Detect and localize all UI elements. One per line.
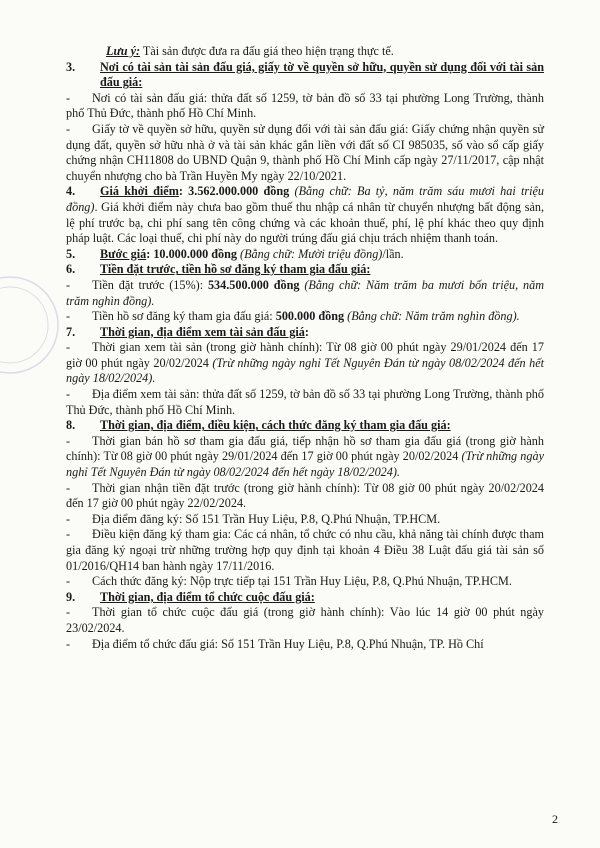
list-item: - Thời gian bán hồ sơ tham gia đấu giá, tiếp nhận hồ sơ tham gia đấu giá (trong giờ hành chính): Từ 08 giờ 00 phút ngày 29/01/2024 đến 17 giờ 00 phút ngày 20/02/2024 (Trừ những ngày nghỉ Tết Nguyên Đán từ ngày 08/02/2024 đến hết ngày 18/02/2024). <box>66 433 544 480</box>
starting-price-words: (Bằng chữ: Ba tỷ, năm trăm sáu mươi hai triệu đồng) <box>66 184 544 214</box>
list-item: - Điều kiện đăng ký tham gia: Các cá nhân, tổ chức có nhu cầu, khả năng tài chính được tham gia đăng ký ngoại trừ những trường hợp quy định tại khoản 4 Điều 38 Luật đấu giá tài sản số 01/2016/QH14 ban hành ngày 17/11/2016. <box>66 527 544 573</box>
section-title: Thời gian, địa điểm tổ chức cuộc đấu giá: <box>100 589 315 604</box>
bid-step: : 10.000.000 đồng <box>146 246 237 261</box>
list-item: - Tiền đặt trước (15%): 534.500.000 đồng (Bằng chữ: Năm trăm ba mươi bốn triệu, năm trăm nghìn đồng). <box>66 277 544 308</box>
stamp-mark-icon <box>0 230 66 420</box>
section-title: Giá khởi điểm <box>100 184 179 199</box>
section-7-heading: 7. Thời gian, địa điểm xem tài sản đấu giá: <box>66 324 309 339</box>
section-3-heading <box>66 60 544 91</box>
section-title: Thời gian, địa điểm, điều kiện, cách thức đăng ký tham gia đấu giá: <box>100 418 451 433</box>
section-title: Bước giá <box>100 246 147 261</box>
section-4-paragraph: 4. Giá khởi điểm: 3.562.000.000 đồng (Bằng chữ: Ba tỷ, năm trăm sáu mươi hai triệu đồng). Giá khởi điểm này chưa bao gồm thuế thu nhập cá nhân từ chuyển nhượng bất động sản, lệ phí trước bạ, chi phí sang tên công chứng và các khoản thuế, phí, lệ phí khác theo quy định pháp luật. Các loại thuế, chi phí này do người trúng đấu giá chịu trách nhiệm thanh toán. <box>66 184 544 246</box>
section-6-heading <box>66 262 544 278</box>
bid-step-words: (Bằng chữ: Mười triệu đồng) <box>236 246 383 261</box>
list-item: - Thời gian xem tài sản (trong giờ hành chính): Từ 08 giờ 00 phút ngày 29/01/2024 đến 17 giờ 00 phút ngày 20/02/2024 (Trừ những ngày nghỉ Tết Nguyên Đán từ ngày 08/02/2024 đến hết ngày 18/02/2024). <box>66 340 544 386</box>
list-item: - Thời gian tổ chức cuộc đấu giá (trong giờ hành chính): Vào lúc 14 giờ 00 phút ngày 23/02/2024. <box>66 605 544 635</box>
section-5-paragraph: 5. Bước giá: 10.000.000 đồng (Bằng chữ: Mười triệu đồng)/lần. <box>66 246 404 261</box>
section-title: Tiền đặt trước, tiền hồ sơ đăng ký tham gia đấu giá: <box>100 262 371 277</box>
list-item: - Thời gian nhận tiền đặt trước (trong giờ hành chính): Từ 08 giờ 00 phút ngày 20/02/2024 đến 17 giờ 00 phút ngày 22/02/2024. <box>66 480 544 511</box>
page-number: 2 <box>552 812 558 826</box>
note-text: Tài sản được đưa ra đấu giá theo hiện trạng thực tế. <box>140 44 394 58</box>
section-title: Nơi có tài sản tài sản đấu giá, giấy tờ về quyền sở hữu, quyền sử dụng đối với tài sản đấu giá: <box>100 59 544 90</box>
section-number: 9. <box>66 589 76 604</box>
note <box>66 44 544 60</box>
section-number: 3. <box>66 59 76 74</box>
section-title: Thời gian, địa điểm xem tài sản đấu giá <box>100 324 305 339</box>
list-item: - Địa điểm đăng ký: Số 151 Trần Huy Liệu, P.8, Q.Phú Nhuận, TP.HCM. <box>66 511 441 526</box>
list-item: - Địa điểm xem tài sản: thửa đất số 1259, tờ bản đồ số 33 tại phường Long Trường, thành phố Thủ Đức, thành phố Hồ Chí Minh. <box>66 387 544 417</box>
document-body <box>66 44 544 652</box>
list-item: - Giấy tờ về quyền sở hữu, quyền sử dụng đối với tài sản đấu giá: Giấy chứng nhận quyền sử dụng đất, quyền sở hữu nhà ở và tài sản khác gắn liền với đất số CI 985035, số vào sổ cấp giấy chứng nhận CH11808 do UBND Quận 9, thành phố Hồ Chí Minh cấp ngày 27/11/2017, cập nhật chuyển nhượng cho bà Trần Huyền My ngày 22/10/2021. <box>66 121 544 183</box>
section-number: 5. <box>66 246 76 261</box>
section-number: 4. <box>66 184 76 199</box>
list-item: - Nơi có tài sản đấu giá: thửa đất số 1259, tờ bản đồ số 33 tại phường Long Trường, thành phố Thủ Đức, thành phố Hồ Chí Minh. <box>66 90 544 121</box>
section-8-heading <box>66 418 544 434</box>
list-item: - Cách thức đăng ký: Nộp trực tiếp tại 151 Trần Huy Liệu, P.8, Q.Phú Nhuận, TP.HCM. <box>66 574 512 589</box>
note-label: Lưu ý: <box>106 44 141 58</box>
deposit-amount: 534.500.000 đồng <box>207 277 300 292</box>
list-item: - Địa điểm tổ chức đấu giá: Số 151 Trần Huy Liệu, P.8, Q.Phú Nhuận, TP. Hồ Chí <box>66 636 484 651</box>
section-number: 7. <box>66 324 76 339</box>
dossier-fee: 500.000 đồng <box>275 309 345 324</box>
section-number: 6. <box>66 262 76 277</box>
list-item: - Tiền hồ sơ đăng ký tham gia đấu giá: 500.000 đồng (Bằng chữ: Năm trăm nghìn đồng). <box>66 309 520 324</box>
section-number: 8. <box>66 418 76 433</box>
starting-price: : 3.562.000.000 đồng <box>178 184 290 199</box>
section-9-heading <box>66 590 544 606</box>
